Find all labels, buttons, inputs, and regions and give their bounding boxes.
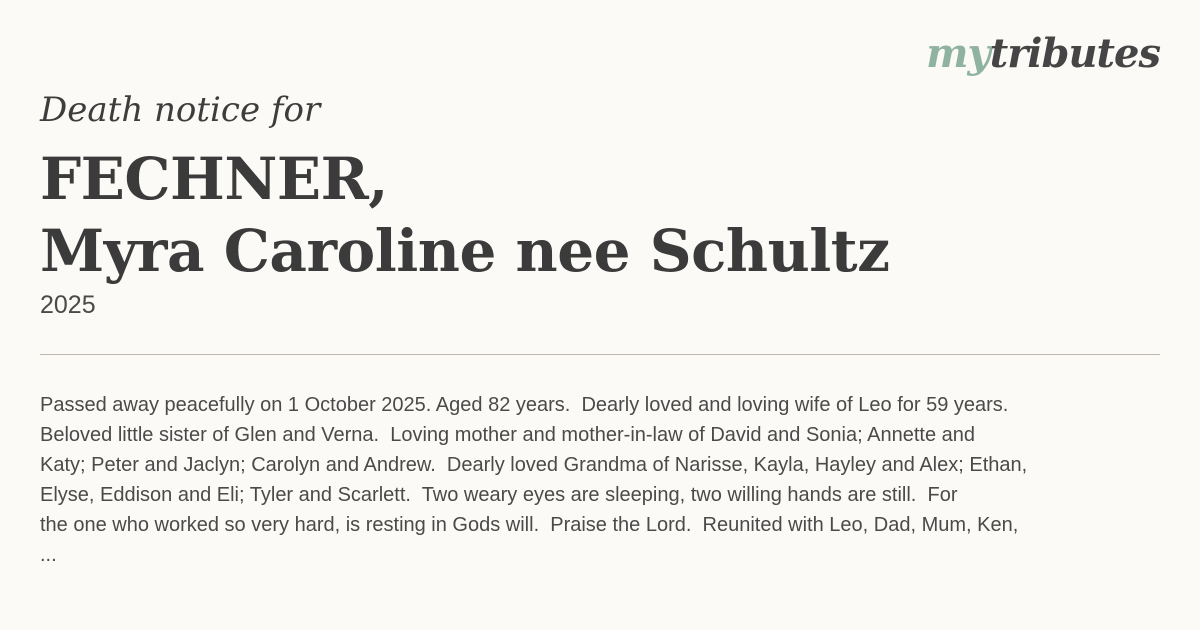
notice-body-line: Passed away peacefully on 1 October 2025. Aged 82 years. Dearly loved and loving wife of Leo for 59 years. (40, 394, 1009, 416)
notice-body-line: Beloved little sister of Glen and Verna. Loving mother and mother-in-law of David and Sonia; Annette and (40, 424, 975, 446)
notice-body-line: the one who worked so very hard, is resting in Gods will. Praise the Lord. Reunited with Leo, Dad, Mum, Ken, (40, 514, 1019, 536)
notice-body (40, 390, 1150, 570)
divider (40, 354, 1160, 355)
notice-body-line: Katy; Peter and Jaclyn; Carolyn and Andrew. Dearly loved Grandma of Narisse, Kayla, Hayley and Alex; Ethan, (40, 454, 1028, 476)
notice-body-line: Elyse, Eddison and Eli; Tyler and Scarlett. Two weary eyes are sleeping, two willing hands are still. For (40, 484, 958, 506)
logo-tributes: tributes (989, 30, 1160, 77)
notice-year: 2025 (40, 291, 96, 319)
deceased-surname: FECHNER, (40, 145, 388, 213)
logo-my: my (926, 30, 990, 77)
notice-body-ellipsis: ... (40, 544, 57, 566)
deceased-given-names: Myra Caroline nee Schultz (40, 217, 890, 285)
mytributes-logo[interactable] (926, 30, 1160, 77)
notice-heading: Death notice for (40, 90, 321, 130)
deceased-name (40, 143, 890, 287)
